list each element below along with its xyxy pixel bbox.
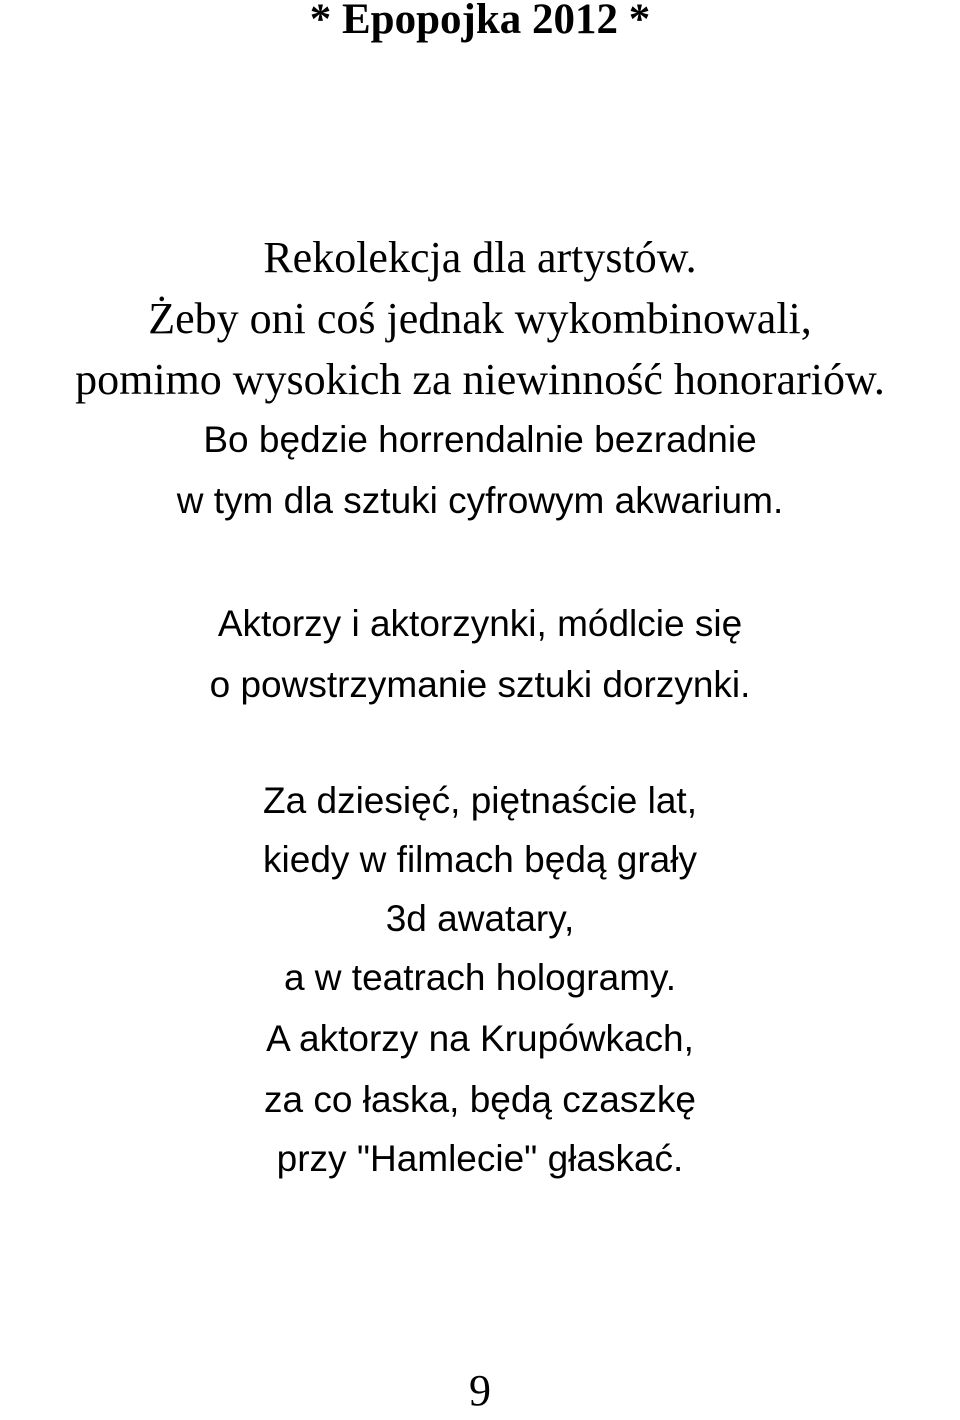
stanza-4-line-3: 3d awatary, <box>385 898 575 939</box>
poem-title: * Epopojka 2012 * <box>309 0 651 43</box>
stanza-4-line-4: a w teatrach hologramy. <box>283 957 677 998</box>
stanza-2-line-2: w tym dla sztuki cyfrowym akwarium. <box>176 480 784 521</box>
stanza-3-line-1: Aktorzy i aktorzynki, módlcie się <box>217 603 743 644</box>
stanza-4-line-7: przy "Hamlecie" głaskać. <box>276 1138 684 1179</box>
stanza-1-line-3: pomimo wysokich za niewinność honorariów. <box>75 355 885 404</box>
stanza-2-line-1: Bo będzie horrendalnie bezradnie <box>203 419 757 460</box>
stanza-4-line-1: Za dziesięć, piętnaście lat, <box>263 780 697 821</box>
stanza-1-line-1: Rekolekcja dla artystów. <box>263 233 697 282</box>
stanza-4-line-5: A aktorzy na Krupówkach, <box>266 1018 694 1059</box>
page-number: 9 <box>469 1366 491 1415</box>
stanza-4-line-2: kiedy w filmach będą grały <box>263 839 697 880</box>
stanza-3-line-2: o powstrzymanie sztuki dorzynki. <box>209 664 751 705</box>
stanza-1-line-2: Żeby oni coś jednak wykombinowali, <box>148 294 812 343</box>
stanza-4-line-6: za co łaska, będą czaszkę <box>264 1079 696 1120</box>
